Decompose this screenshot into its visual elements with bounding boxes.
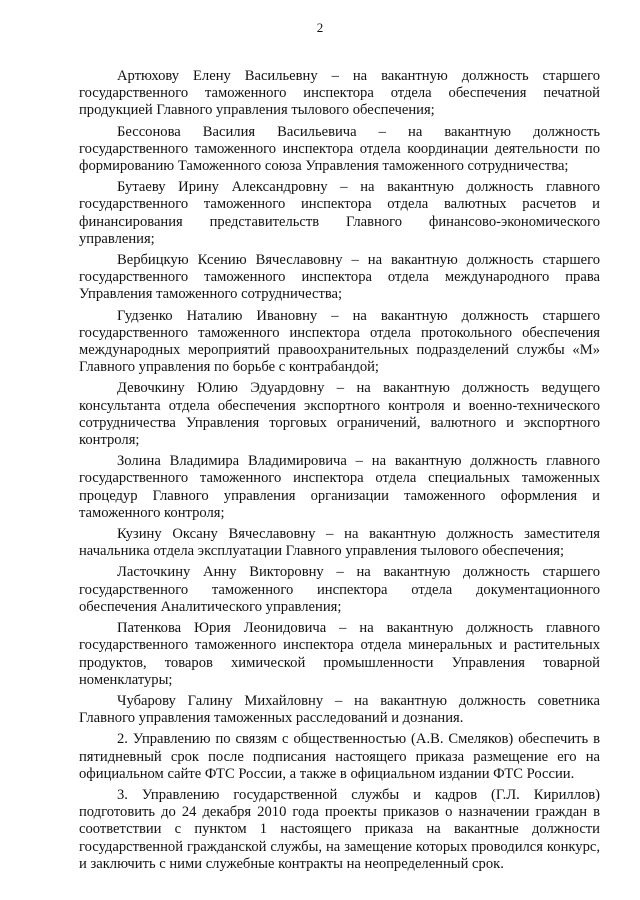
page-number: 2: [316, 20, 324, 35]
paragraph-bessonov: Бессонова Василия Васильевича – на вакантную должность государственного таможенного инспектора отдела координации деятельности по формированию Таможенного союза Управления таможенного сотрудничества;: [79, 123, 600, 175]
paragraph-devochkina: Девочкину Юлию Эдуардовну – на вакантную должность ведущего консультанта отдела обеспечения экспортного контроля и военно-технического сотрудничества Управления торговых ограничений, валютного и экспортного контроля;: [79, 380, 600, 449]
paragraph-item-3: 3. Управлению государственной службы и кадров (Г.Л. Кириллов) подготовить до 24 декабря 2010 года проекты приказов о назначении граждан в соответствии с пунктом 1 настоящего приказа на вакантные должности государственной гражданской службы, на замещение которых проводился конкурс, и заключить с ними служебные контракты на неопределенный срок.: [79, 786, 600, 872]
paragraph-chubarova: Чубарову Галину Михайловну – на вакантную должность советника Главного управления таможенных расследований и дознания.: [79, 692, 600, 727]
paragraph-gudzenko: Гудзенко Наталию Ивановну – на вакантную должность старшего государственного таможенного инспектора отдела протокольного обеспечения международных мероприятий правоохранительных подразделений службы «М» Главного управления по борьбе с контрабандой;: [79, 307, 600, 376]
paragraph-zolin: Золина Владимира Владимировича – на вакантную должность главного государственного таможенного инспектора отдела специальных таможенных процедур Главного управления организации таможенного оформления и таможенного контроля;: [79, 453, 600, 521]
paragraph-verbitskaya: Вербицкую Ксению Вячеславовну – на вакантную должность старшего государственного таможенного инспектора отдела международного права Управления таможенного сотрудничества;: [79, 252, 600, 303]
paragraph-item-2: 2. Управлению по связям с общественностью (А.В. Смеляков) обеспечить в пятидневный срок после подписания настоящего приказа размещение его на официальном сайте ФТС России, а также в официальном издании ФТС России.: [79, 731, 600, 782]
paragraph-butaeva: Бутаеву Ирину Александровну – на вакантную должность главного государственного таможенного инспектора отдела валютных расчетов и финансирования представительств Главного финансово-экономического управления;: [79, 179, 600, 247]
paragraph-patenkov: Патенкова Юрия Леонидовича – на вакантную должность главного государственного таможенного инспектора отдела минеральных и растительных продуктов, товаров химической промышленности Управления товарной номенклатуры;: [79, 620, 600, 688]
paragraph-lastochkina: Ласточкину Анну Викторовну – на вакантную должность старшего государственного таможенного инспектора отдела документационного обеспечения Аналитического управления;: [79, 564, 600, 615]
document-body: [79, 68, 600, 873]
paragraph-kuzina: Кузину Оксану Вячеславовну – на вакантную должность заместителя начальника отдела эксплуатации Главного управления тылового обеспечения;: [79, 526, 600, 560]
paragraph-artyukhova: Артюхову Елену Васильевну – на вакантную должность старшего государственного таможенного инспектора отдела обеспечения печатной продукцией Главного управления тылового обеспечения;: [79, 68, 600, 119]
